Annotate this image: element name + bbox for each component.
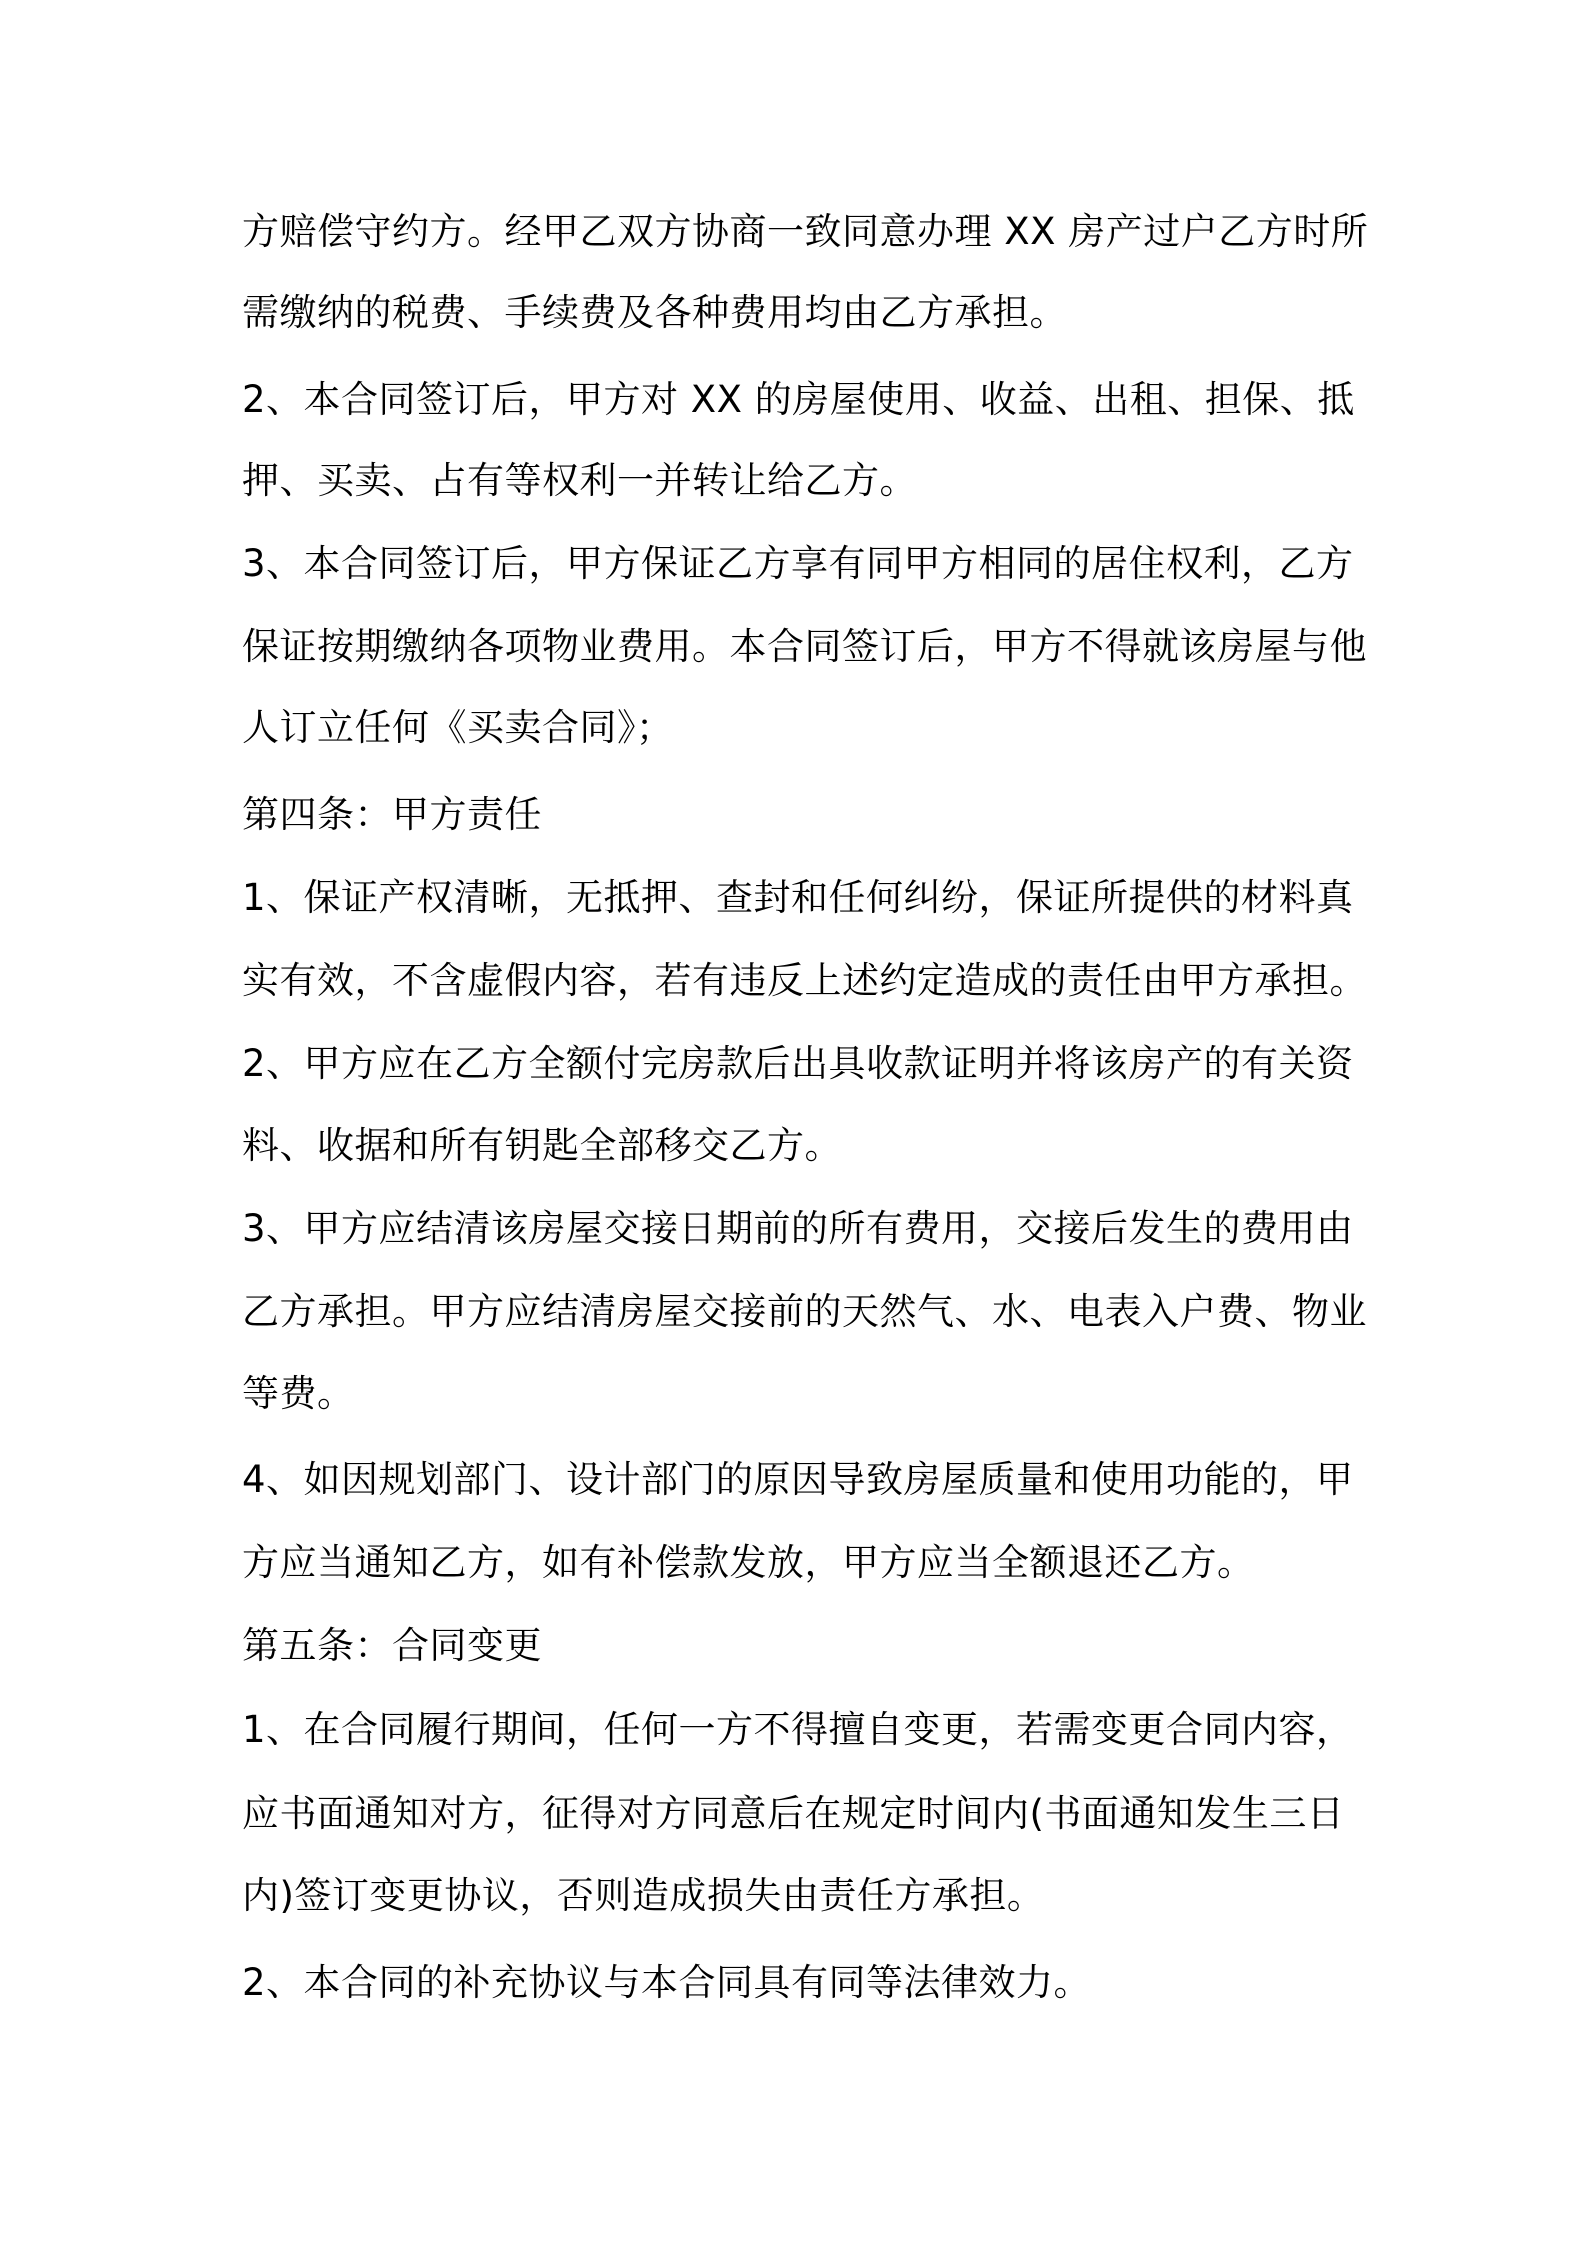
section-heading: 第四条：甲方责任 <box>242 793 542 836</box>
text-line: 需缴纳的税费、手续费及各种费用均由乙方承担。 <box>242 291 1067 334</box>
text-line: 1、在合同履行期间，任何一方不得擅自变更，若需变更合同内容， <box>242 1708 1354 1751</box>
text-line: 1、保证产权清晰，无抵押、查封和任何纠纷，保证所提供的材料真 <box>242 876 1354 919</box>
text-line: 乙方承担。甲方应结清房屋交接前的天然气、水、电表入户费、物业 <box>242 1290 1367 1333</box>
text-line: 人订立任何《买卖合同》； <box>242 706 674 749</box>
text-line: 押、买卖、占有等权利一并转让给乙方。 <box>242 459 917 502</box>
section-heading: 第五条：合同变更 <box>242 1624 542 1667</box>
text-line: 等费。 <box>242 1372 355 1415</box>
text-line: 应书面通知对方，征得对方同意后在规定时间内(书面通知发生三日 <box>242 1792 1345 1835</box>
text-line: 3、本合同签订后，甲方保证乙方享有同甲方相同的居住权利，乙方 <box>242 542 1354 585</box>
text-line: 实有效，不含虚假内容，若有违反上述约定造成的责任由甲方承担。 <box>242 959 1367 1002</box>
text-line: 方应当通知乙方，如有补偿款发放，甲方应当全额退还乙方。 <box>242 1541 1255 1584</box>
text-line: 4、如因规划部门、设计部门的原因导致房屋质量和使用功能的，甲 <box>242 1458 1354 1501</box>
text-line: 内)签订变更协议，否则造成损失由责任方承担。 <box>242 1874 1045 1917</box>
text-line: 2、本合同的补充协议与本合同具有同等法律效力。 <box>242 1961 1092 2004</box>
text-line: 方赔偿守约方。经甲乙双方协商一致同意办理 XX 房产过户乙方时所 <box>242 210 1369 253</box>
text-line: 料、收据和所有钥匙全部移交乙方。 <box>242 1124 842 1167</box>
text-line: 2、本合同签订后，甲方对 XX 的房屋使用、收益、出租、担保、抵 <box>242 378 1355 421</box>
text-line: 3、甲方应结清该房屋交接日期前的所有费用，交接后发生的费用由 <box>242 1207 1354 1250</box>
text-line: 保证按期缴纳各项物业费用。本合同签订后，甲方不得就该房屋与他 <box>242 625 1367 668</box>
text-line: 2、甲方应在乙方全额付完房款后出具收款证明并将该房产的有关资 <box>242 1042 1354 1085</box>
